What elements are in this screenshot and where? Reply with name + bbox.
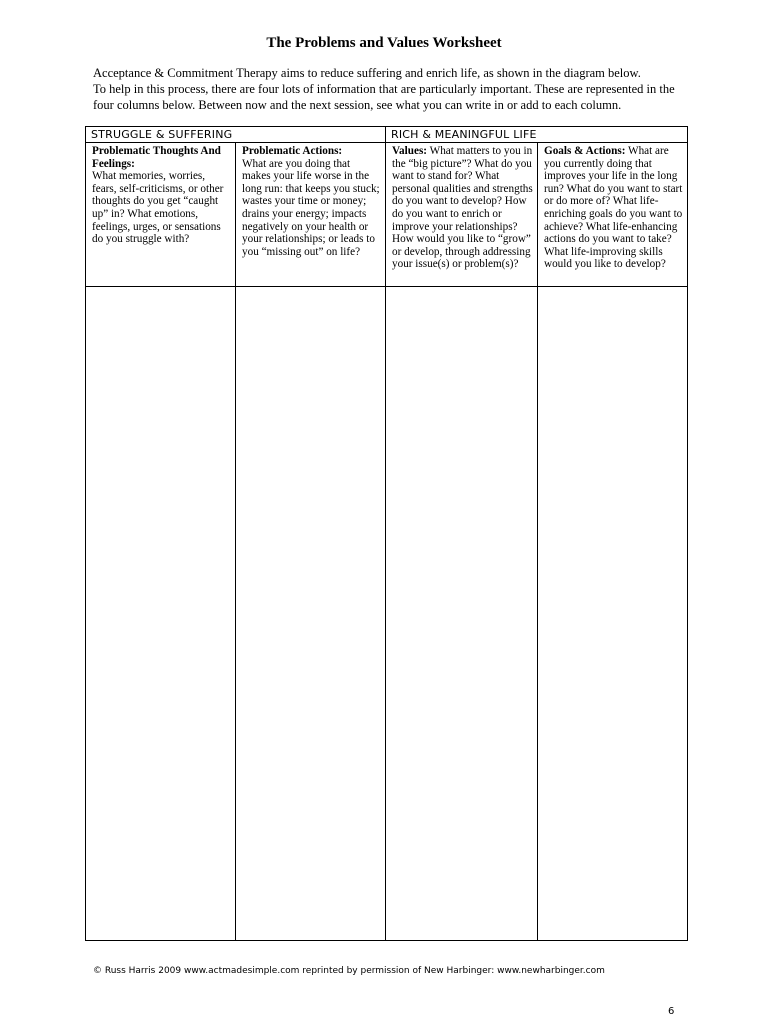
page-title: The Problems and Values Worksheet: [266, 35, 502, 51]
column-heading: Problematic Actions:: [242, 145, 343, 157]
footer-copyright: © Russ Harris 2009 www.actmadesimple.com reprinted by permission of New Harbinger: www.newharbinger.com: [93, 966, 605, 976]
column-prompt: What are you currently doing that improves your life in the long run? What do you want to start or do more of? What life-enriching goals do you want to achieve? What life-enhancing actions do you want to take? What life-improving skills would you like to develop?: [544, 145, 683, 271]
column-prompt: What are you doing that makes your life worse in the long run: that keeps you stuck; wastes your time or money; drains your energy; impacts negatively on your health or your relationships; or leads to you “missing out” on life?: [242, 157, 380, 258]
intro-text: [93, 65, 683, 113]
question-row: [86, 143, 688, 287]
answer-cell-values[interactable]: [386, 287, 538, 941]
column-heading: Goals & Actions:: [544, 145, 626, 157]
section-rich-meaningful-life: RICH & MEANINGFUL LIFE: [386, 127, 688, 143]
column-prompt: What memories, worries, fears, self-criticisms, or other thoughts do you get “caught up” in? What emotions, feelings, urges, or sensations do you struggle with?: [92, 170, 224, 246]
answer-row: [86, 287, 688, 941]
worksheet-table: [85, 126, 688, 941]
column-problematic-actions: [236, 143, 386, 287]
column-problematic-thoughts: [86, 143, 236, 287]
column-heading: Values:: [392, 145, 428, 157]
intro-line-1: Acceptance & Commitment Therapy aims to reduce suffering and enrich life, as shown in the diagram below.: [93, 66, 641, 80]
answer-cell-thoughts[interactable]: [86, 287, 236, 941]
column-heading: Problematic Thoughts And Feelings:: [92, 145, 221, 170]
answer-cell-actions[interactable]: [236, 287, 386, 941]
column-goals-actions: [538, 143, 688, 287]
column-values: [386, 143, 538, 287]
intro-line-2: To help in this process, there are four lots of information that are particularly important. These are represented in the four columns below. Between now and the next session, see what you can write in or add to each column.: [93, 82, 675, 112]
answer-cell-goals[interactable]: [538, 287, 688, 941]
section-header-row: [86, 127, 688, 143]
page-number: 6: [668, 1006, 675, 1017]
section-struggle-suffering: STRUGGLE & SUFFERING: [86, 127, 386, 143]
column-prompt: What matters to you in the “big picture”? What do you want to stand for? What personal qualities and strengths do you want to develop? How do you want to enrich or improve your relationships? How would you like to “grow” or develop, through addressing your issue(s) or problem(s)?: [392, 145, 533, 271]
